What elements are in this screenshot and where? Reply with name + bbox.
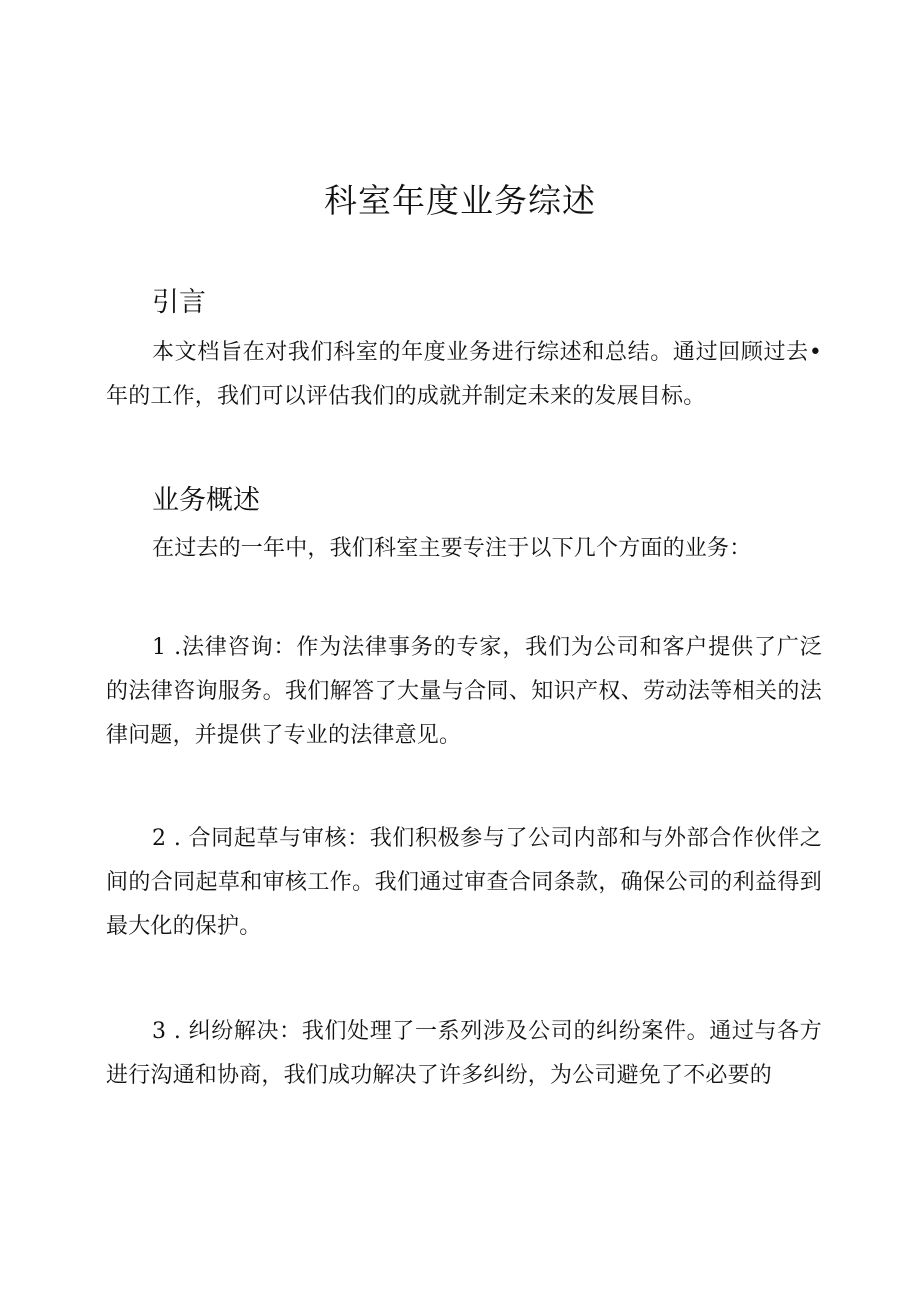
section-heading-business-overview: 业务概述 [152, 485, 260, 516]
section-heading-introduction: 引言 [152, 287, 206, 318]
list-item-dispute-resolution: 3 . 纠纷解决：我们处理了一系列涉及公司的纠纷案件。通过与各方进行沟通和协商，我们成功解决了许多纠纷，为公司避免了不必要的 [106, 1019, 822, 1088]
document-title: 科室年度业务综述 [324, 181, 596, 220]
list-item-contract-drafting: 2 . 合同起草与审核：我们积极参与了公司内部和与外部合作伙伴之间的合同起草和审核工作。我们通过审查合同条款，确保公司的利益得到最大化的保护。 [106, 826, 822, 939]
introduction-paragraph: 本文档旨在对我们科室的年度业务进行综述和总结。通过回顾过去•年的工作，我们可以评估我们的成就并制定未来的发展目标。 [106, 340, 822, 409]
overview-intro-paragraph: 在过去的一年中，我们科室主要专注于以下几个方面的业务： [152, 536, 752, 561]
list-item-legal-consulting: 1 .法律咨询：作为法律事务的专家，我们为公司和客户提供了广泛的法律咨询服务。我们解答了大量与合同、知识产权、劳动法等相关的法律问题，并提供了专业的法律意见。 [106, 635, 822, 748]
